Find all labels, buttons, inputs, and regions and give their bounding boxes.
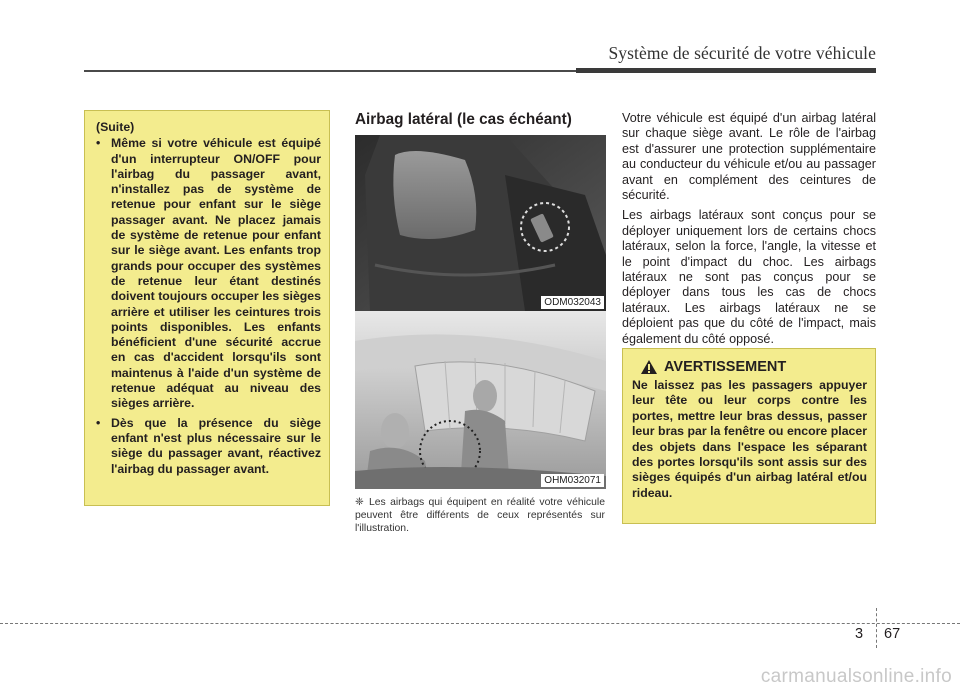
note-mark-icon: ❈ bbox=[355, 497, 364, 508]
photo-code: ODM032043 bbox=[541, 296, 604, 309]
photo-code: OHM032071 bbox=[541, 474, 604, 487]
note-heading: (Suite) bbox=[96, 120, 135, 134]
seat-side-airbag-photo bbox=[355, 135, 606, 311]
body-paragraph: Votre véhicule est équipé d'un airbag latéral sur chaque siège avant. Le rôle de l'airbag est d'assurer une protection supplémentaire au conducteur du véhicule et/ou au passager avant en complément des ceintures de sécurité. bbox=[622, 111, 876, 203]
warning-title: AVERTISSEMENT bbox=[664, 359, 787, 375]
note-bullet bbox=[93, 136, 321, 411]
page-number: 67 bbox=[884, 626, 901, 642]
curtain-airbag-photo bbox=[355, 311, 606, 489]
bullet-dot-icon: • bbox=[96, 415, 101, 430]
note-bullet-text: Dès que la présence du siège enfant n'est plus nécessaire sur le siège du passager avant, réactivez l'airbag du passager avant. bbox=[111, 415, 321, 476]
cabin-illustration bbox=[355, 311, 606, 489]
continued-note-box bbox=[84, 110, 330, 506]
watermark: carmanualsonline.info bbox=[760, 666, 952, 687]
bullet-dot-icon: • bbox=[96, 136, 101, 151]
warning-text: Ne laissez pas les passagers appuyer leur tête ou leur corps contre les portes, mettre leur bras dessus, passer leur bras par la fenêtre ou encore placer des objets dans l'espace les séparant des portes lorsqu'ils sont assis sur des sièges équipés d'un airbag latéral et/ou rideau. bbox=[632, 378, 867, 500]
section-title: Airbag latéral (le cas échéant) bbox=[355, 111, 572, 128]
note-bullet bbox=[93, 416, 321, 477]
warning-box bbox=[622, 348, 876, 524]
seat-illustration bbox=[355, 135, 606, 311]
warning-header bbox=[632, 359, 867, 375]
illustration-caption bbox=[355, 497, 605, 535]
note-bullet-text: Même si votre véhicule est équipé d'un interrupteur ON/OFF pour l'airbag du passager avant, n'installez pas de système de retenue pour enfant sur le siège passager avant. Ne placez jamais de système de retenue pour enfant sur le siège avant. Les enfants trop grands pour occuper des systèmes de retenue leur étant destinés doivent toujours occuper les sièges arrière et utiliser les ceintures trois points disponibles. Les enfants bénéficient d'une sécurité accrue en cas d'accident lorsqu'ils sont maintenus à l'aide d'un système de retenue adéquat au niveau des sièges arrière. bbox=[111, 136, 321, 411]
body-text bbox=[622, 111, 876, 352]
caption-text: Les airbags qui équipent en réalité votre véhicule peuvent être différents de ceux représentés sur l'illustration. bbox=[355, 497, 605, 534]
chapter-number: 3 bbox=[855, 626, 864, 642]
header-rule-accent bbox=[576, 68, 876, 73]
footer-rule bbox=[0, 623, 960, 624]
body-paragraph: Les airbags latéraux sont conçus pour se déployer uniquement lors de certains chocs latéraux, selon la force, l'angle, la vitesse et le point d'impact du choc. Les airbags latéraux ne sont pas conçus pour se déployer dans tous les cas de chocs latéraux. Les airbags latéraux ne se déploient pas que du côté de l'impact, mais également du côté opposé. bbox=[622, 208, 876, 346]
warning-triangle-icon bbox=[640, 359, 658, 375]
page-separator bbox=[876, 608, 877, 648]
page-header-title: Système de sécurité de votre véhicule bbox=[608, 43, 876, 63]
